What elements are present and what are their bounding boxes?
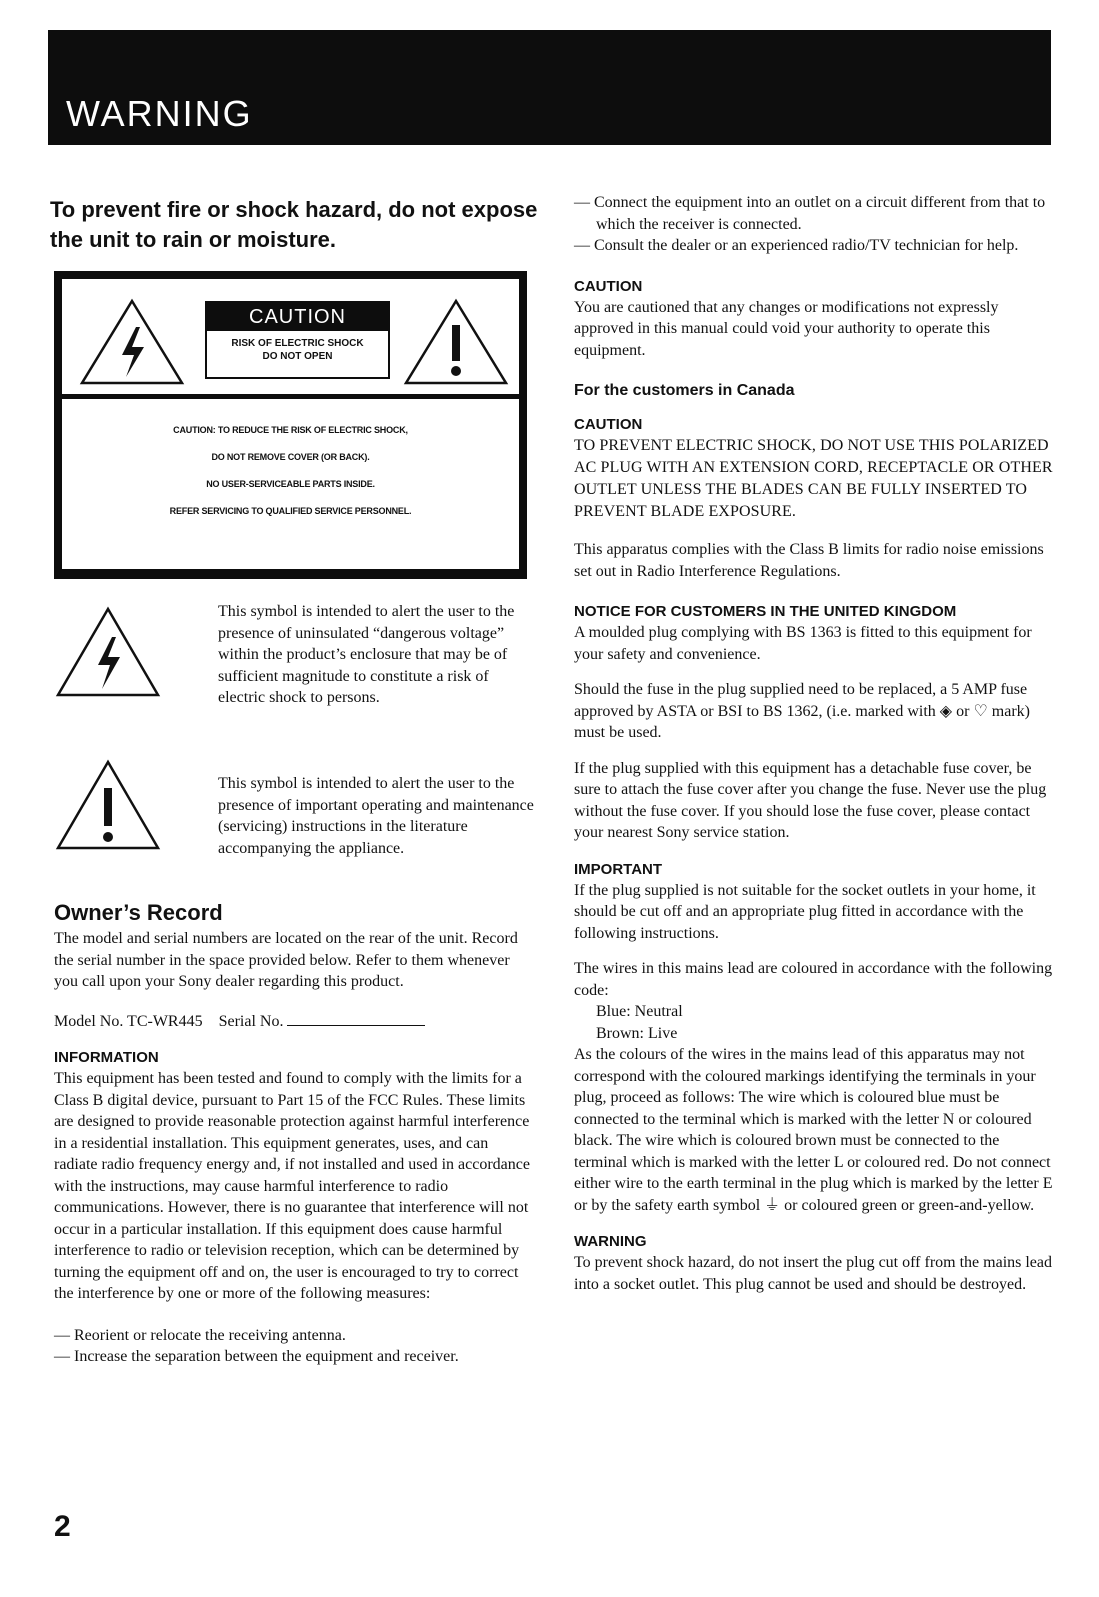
canada-caution-heading: CAUTION xyxy=(574,416,643,433)
caution-box-line-4: REFER SERVICING TO QUALIFIED SERVICE PERSONNEL. xyxy=(169,506,412,516)
warning-text: To prevent shock hazard, do not insert the plug cut off from the mains lead into a socket outlet. This plug cannot be used and should be destroyed. xyxy=(574,1254,1053,1293)
caution-heading: CAUTION xyxy=(574,277,643,295)
model-value: TC-WR445 xyxy=(127,1012,203,1030)
information-title: INFORMATION xyxy=(54,1049,159,1066)
caution-label-line2: DO NOT OPEN xyxy=(262,351,333,362)
page-number: 2 xyxy=(54,1510,71,1543)
caution-box-line-3: NO USER-SERVICEABLE PARTS INSIDE. xyxy=(206,479,375,489)
wire-blue: Blue: Neutral xyxy=(596,1003,683,1020)
measure-item: — Increase the separation between the equipment and receiver. xyxy=(54,1348,459,1365)
exclamation-symbol-icon xyxy=(54,758,162,853)
wires-text: The wires in this mains lead are coloured in accordance with the following code: xyxy=(574,960,1053,999)
caution-label xyxy=(205,301,390,379)
warning-heading: WARNING xyxy=(574,1233,647,1250)
caution-box-top xyxy=(62,279,519,394)
owners-record-section xyxy=(54,900,532,1368)
serial-label: Serial No. xyxy=(218,1012,284,1030)
uk-notice-text-3: If the plug supplied with this equipment has a detachable fuse cover, be sure to attach the fuse cover after you change the fuse. Never use the plug without the fuse cover. If you should lose the fuse cover, please contact your nearest Sony service station. xyxy=(574,759,1047,841)
canada-caution-text: TO PREVENT ELECTRIC SHOCK, DO NOT USE THIS POLARIZED AC PLUG WITH AN EXTENSION CORD, RECEPTACLE OR OTHER OUTLET UNLESS THE BLADES CAN BE FULLY INSERTED TO PREVENT BLADE EXPOSURE. xyxy=(574,437,1053,520)
serial-blank-line xyxy=(287,1025,425,1026)
information-text: This equipment has been tested and found to comply with the limits for a Class B digital device, pursuant to Part 15 of the FCC Rules. These limits are designed to provide reasonable protection against harmful interference in a residential installation. This equipment generates, uses, and can radiate radio frequency energy and, if not installed and used in accordance with the instructions, may cause harmful interference to radio communications. However, there is no guarantee that interference will not occur in a particular installation. If this equipment does cause harmful interference to radio or television reception, which can be determined by turning the equipment off and on, the user is encouraged to try to correct the interference by one or more of the following measures: xyxy=(54,1070,530,1302)
canada-compliance-text: This apparatus complies with the Class B limits for radio noise emissions set out in Radio Interference Regulations. xyxy=(574,541,1044,580)
model-serial-line xyxy=(54,1011,532,1033)
exclamation-warning-icon xyxy=(402,297,510,387)
uk-notice-text-1: A moulded plug complying with BS 1363 is fitted to this equipment for your safety and convenience. xyxy=(574,624,1032,663)
owners-record-text: The model and serial numbers are located on the rear of the unit. Record the serial number in the space provided below. Refer to them whenever you call upon your Sony dealer regarding this product. xyxy=(54,930,518,990)
caution-box xyxy=(54,271,527,579)
wire-brown: Brown: Live xyxy=(596,1024,678,1042)
uk-notice-text-2: Should the fuse in the plug supplied need to be replaced, a 5 AMP fuse approved by ASTA or BSI to BS 1362, (i.e. marked with ◈ or ♡ mark) must be used. xyxy=(574,681,1030,741)
lightning-warning-icon xyxy=(78,297,186,387)
measure-item: — Consult the dealer or an experienced radio/TV technician for help. xyxy=(574,237,1019,254)
caution-label-title: CAUTION xyxy=(207,303,388,331)
lightning-symbol-icon xyxy=(54,605,162,700)
owners-record-title: Owner’s Record xyxy=(54,900,223,925)
important-text: If the plug supplied is not suitable for the socket outlets in your home, it should be cut off and an appropriate plug fitted in accordance with the following instructions. xyxy=(574,881,1036,942)
exclamation-symbol-text: This symbol is intended to alert the user to the presence of important operating and maintenance (servicing) instructions in the literature accompanying the appliance. xyxy=(218,775,534,857)
right-column xyxy=(574,192,1054,1295)
colours-text: As the colours of the wires in the mains lead of this apparatus may not correspond with the coloured markings identifying the terminals in your plug, proceed as follows: The wire which is coloured blue must be connected to the terminal which is marked with the letter N or coloured black. The wire which is coloured brown must be connected to the terminal which is marked with the letter L or coloured red. Do not connect either wire to the earth terminal in the plug which is marked by the letter E or by the safety earth symbol ⏚ or coloured green or green-and-yellow. xyxy=(574,1046,1053,1214)
important-heading: IMPORTANT xyxy=(574,860,663,878)
caution-box-line-2: DO NOT REMOVE COVER (OR BACK). xyxy=(211,452,370,462)
warning-banner xyxy=(48,30,1051,145)
canada-heading: For the customers in Canada xyxy=(574,382,795,399)
page-headline: To prevent fire or shock hazard, do not expose the unit to rain or moisture. xyxy=(50,197,538,252)
measure-item: — Reorient or relocate the receiving antenna. xyxy=(54,1326,346,1344)
headline-block xyxy=(50,195,540,255)
uk-notice-heading: NOTICE FOR CUSTOMERS IN THE UNITED KINGDOM xyxy=(574,603,957,620)
measure-item: — Connect the equipment into an outlet on a circuit different from that to which the receiver is connected. xyxy=(574,194,1046,233)
banner-title: WARNING xyxy=(66,93,253,134)
model-label: Model No. xyxy=(54,1012,124,1030)
lightning-symbol-text: This symbol is intended to alert the user to the presence of uninsulated “dangerous voltage” within the product’s enclosure that may be of sufficient magnitude to constitute a risk of electric shock to persons. xyxy=(218,603,515,706)
caution-label-line1: RISK OF ELECTRIC SHOCK xyxy=(231,338,364,349)
caution-box-line-1: CAUTION: TO REDUCE THE RISK OF ELECTRIC SHOCK, xyxy=(173,425,408,435)
caution-box-bottom xyxy=(62,399,519,569)
caution-text: You are cautioned that any changes or modifications not expressly approved in this manual could void your authority to operate this equipment. xyxy=(574,298,999,359)
